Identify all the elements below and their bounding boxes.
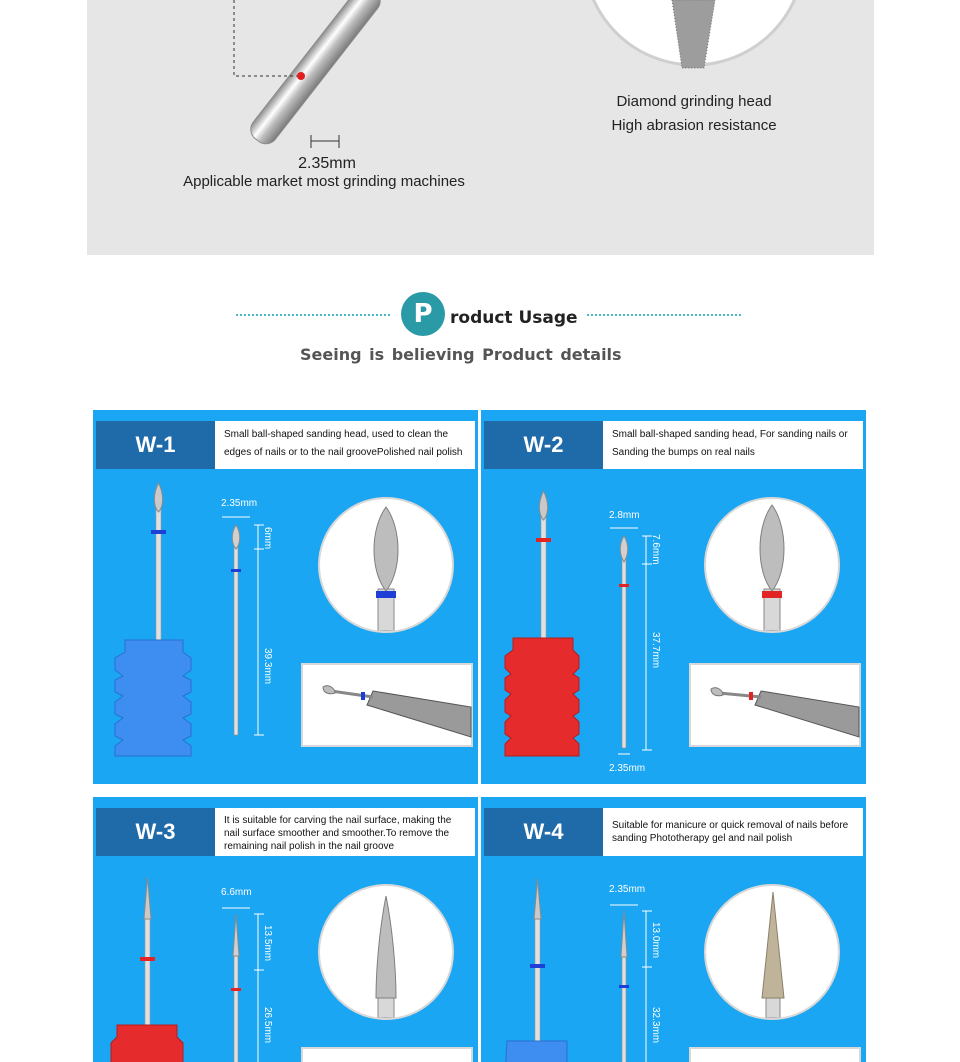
dim-width: 2.8mm [609, 510, 640, 521]
ball-head-bit-icon [320, 499, 452, 631]
product-card-w4 [481, 797, 866, 1062]
bit-closeup-circle [318, 884, 454, 1020]
ball-head-bit-icon [706, 499, 838, 631]
usage-photo [301, 1047, 473, 1062]
dim-length: 32.3mm [650, 1007, 661, 1044]
usage-photo [301, 663, 473, 747]
dim-length: 26.5mm [262, 1007, 273, 1044]
head-feature-line2: High abrasion resistance [611, 117, 777, 134]
product-card-w1 [93, 410, 478, 784]
shank-note: Applicable market most grinding machines [183, 173, 465, 190]
dim-length: 37.7mm [650, 632, 661, 669]
bit-with-mandrel-icon [501, 488, 601, 784]
dim-head: 13.0mm [650, 922, 661, 959]
shank-diameter-label: 2.35mm [298, 155, 356, 172]
product-description: Small ball-shaped sanding head, used to clean the edges of nails or to the nail groovePolished nail polish [215, 421, 475, 469]
dim-head: 7.6mm [650, 534, 661, 565]
bit-with-mandrel-icon [103, 480, 203, 780]
bit-closeup-circle [704, 497, 840, 633]
bit-with-mandrel-icon [103, 875, 203, 1062]
product-code: W-4 [484, 808, 603, 856]
product-banner [87, 0, 874, 255]
dim-head: 6mm [262, 527, 273, 550]
product-description: Small ball-shaped sanding head, For sanding nails or Sanding the bumps on real nails [603, 421, 863, 469]
cone-head-bit-icon [706, 886, 838, 1018]
dim-shank: 2.35mm [609, 763, 646, 774]
bit-closeup-circle [704, 884, 840, 1020]
nail-drill-handpiece-icon [691, 665, 859, 745]
product-card-w2 [481, 410, 866, 784]
dim-width: 2.35mm [609, 884, 646, 895]
dim-width: 2.35mm [221, 498, 258, 509]
product-code: W-1 [96, 421, 215, 469]
heading-dots-left [236, 314, 390, 316]
product-card-w3 [93, 797, 478, 1062]
bit-closeup-circle [318, 497, 454, 633]
heading-dots-right [587, 314, 741, 316]
dim-head: 13.5mm [262, 925, 273, 962]
bit-with-mandrel-icon [501, 875, 601, 1062]
head-feature-line1: Diamond grinding head [616, 93, 772, 110]
usage-photo [689, 1047, 861, 1062]
product-code: W-2 [484, 421, 603, 469]
flame-head-bit-icon [320, 886, 452, 1018]
section-subtitle: Seeing is believing Product details [300, 345, 622, 364]
section-title: roduct Usage [450, 308, 578, 328]
product-description: It is suitable for carving the nail surface, making the nail surface smoother and smoother.To remove the remaining nail polish in the nail groove [215, 808, 475, 856]
section-badge: P [401, 292, 445, 336]
dim-length: 39.3mm [262, 648, 273, 685]
dim-width: 6.6mm [221, 887, 252, 898]
product-code: W-3 [96, 808, 215, 856]
product-description: Suitable for manicure or quick removal of nails before sanding Phototherapy gel and nail polish [603, 808, 863, 856]
usage-photo [689, 663, 861, 747]
nail-drill-handpiece-icon [303, 665, 471, 745]
